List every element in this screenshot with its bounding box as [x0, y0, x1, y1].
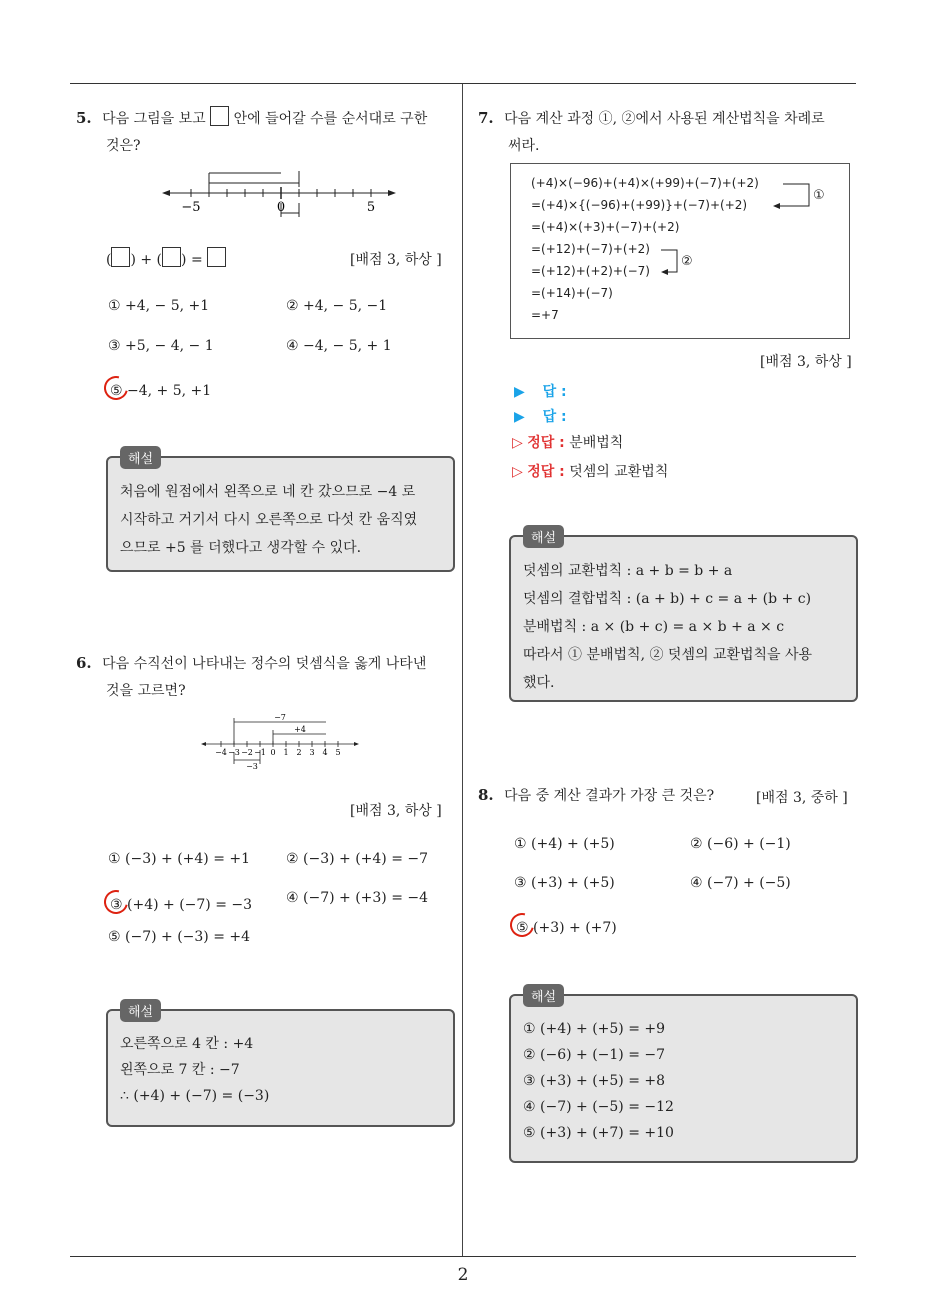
play-icon: ▶: [514, 384, 525, 400]
play-icon: ▶: [514, 409, 525, 425]
q6-option-5[interactable]: ⑤ (−7) + (−3) = +4: [108, 929, 251, 945]
q7-correct-2: 덧셈의 교환법칙: [569, 464, 669, 480]
answer-label: 답 :: [542, 409, 567, 425]
q8-option-3[interactable]: ③ (+3) + (+5): [514, 875, 615, 891]
q6-option-3[interactable]: [108, 890, 252, 914]
q8-exp-line: ③ (+3) + (+5) = +8: [523, 1073, 666, 1089]
q5-equation: ( ) + ( ) =: [106, 247, 226, 268]
q6-exp-line: 오른쪽으로 4 칸 : +4: [120, 1036, 254, 1052]
q7-score: [배점 3, 하상 ]: [760, 354, 852, 370]
bottom-rule: [70, 1256, 856, 1257]
q6-axis-label: −2: [241, 748, 253, 757]
q6-exp-line: 왼쪽으로 7 칸 : −7: [120, 1062, 240, 1078]
correct-label: 정답 :: [527, 464, 565, 480]
q8-option-5-label: ⑤ (+3) + (+7): [516, 920, 617, 936]
q6-axis-label: 2: [296, 748, 302, 757]
q7-marker-2: ②: [681, 254, 693, 269]
q6-axis-label: 0: [270, 748, 276, 757]
q7-explanation-tag: 해설: [523, 525, 564, 548]
q5-option-4[interactable]: ④ −4, − 5, + 1: [286, 338, 392, 354]
q5-exp-line: 시작하고 거기서 다시 오른쪽으로 다섯 칸 움직였: [120, 512, 418, 528]
q6-option-3-label: ③ (+4) + (−7) = −3: [110, 897, 253, 913]
q8-score: [배점 3, 중하 ]: [756, 790, 848, 806]
q7-stem: [478, 105, 858, 160]
outline-play-icon: ▷: [512, 435, 523, 451]
q5-explanation: [106, 452, 455, 572]
q8-option-1[interactable]: ① (+4) + (+5): [514, 836, 615, 852]
q6-axis-label: 4: [322, 748, 328, 757]
q7-exp-line: 따라서 ① 분배법칙, ② 덧셈의 교환법칙을 사용: [523, 647, 813, 663]
q8-number: 8.: [478, 786, 494, 804]
q5-option-5-label: ⑤ −4, + 5, +1: [110, 383, 212, 399]
q8-option-4[interactable]: ④ (−7) + (−5): [690, 875, 791, 891]
q6-label-neg7: −7: [274, 713, 286, 722]
q7-calc-line: =(+14)+(−7): [531, 286, 613, 300]
answer-mark-icon: [506, 909, 539, 942]
q8-exp-line: ⑤ (+3) + (+7) = +10: [523, 1125, 674, 1141]
q7-answer-row-2: [514, 406, 567, 426]
outline-play-icon: ▷: [512, 464, 523, 480]
q6-number: 6.: [76, 654, 92, 672]
q7-calc-line: =(+4)×{(−96)+(+99)}+(−7)+(+2): [531, 198, 748, 212]
q7-answer-row-1: [514, 381, 567, 401]
q6-text-a: 다음 수직선이 나타내는 정수의 덧셈식을 옳게 나타낸: [102, 656, 427, 672]
q8-exp-line: ① (+4) + (+5) = +9: [523, 1021, 666, 1037]
q5-text-c: 것은?: [106, 138, 141, 154]
q5-score: [배점 3, 하상 ]: [350, 252, 442, 268]
page-number: 2: [457, 1265, 469, 1285]
q5-number: 5.: [76, 109, 92, 127]
q6-score: [배점 3, 하상 ]: [350, 803, 442, 819]
q7-calc-line: =(+12)+(+2)+(−7): [531, 264, 650, 278]
q5-option-5[interactable]: [108, 376, 211, 400]
q8-exp-line: ② (−6) + (−1) = −7: [523, 1047, 666, 1063]
q7-text-a: 다음 계산 과정 ①, ②에서 사용된 계산법칙을 차례로: [504, 111, 825, 127]
q7-correct-row-1: [512, 432, 623, 452]
q5-number-line: [160, 165, 400, 225]
q8-option-2[interactable]: ② (−6) + (−1): [690, 836, 791, 852]
q8-exp-line: ④ (−7) + (−5) = −12: [523, 1099, 674, 1115]
q6-axis-label: 1: [283, 748, 289, 757]
correct-label: 정답 :: [527, 435, 565, 451]
q7-calc-line: =(+4)×(+3)+(−7)+(+2): [531, 220, 680, 234]
q6-explanation: [106, 1005, 455, 1127]
q7-calc-line: =+7: [531, 308, 559, 322]
q5-axis-label-neg5: −5: [181, 200, 201, 215]
q7-exp-line: 했다.: [523, 675, 555, 691]
q7-exp-line: 덧셈의 결합법칙 : (a + b) + c = a + (b + c): [523, 591, 812, 607]
q6-option-4[interactable]: ④ (−7) + (+3) = −4: [286, 890, 429, 906]
q6-label-plus4: +4: [294, 725, 306, 734]
top-rule: [70, 83, 856, 84]
q5-explanation-tag: 해설: [120, 446, 161, 469]
q7-exp-line: 분배법칙 : a × (b + c) = a × b + a × c: [523, 619, 785, 635]
q8-option-5[interactable]: [514, 913, 617, 937]
q6-option-2[interactable]: ② (−3) + (+4) = −7: [286, 851, 429, 867]
q5-exp-line: 으므로 +5 를 더했다고 생각할 수 있다.: [120, 540, 362, 556]
q6-axis-label: −3: [228, 748, 240, 757]
q6-stem: [76, 650, 456, 705]
q7-calc-line: =(+12)+(−7)+(+2): [531, 242, 650, 256]
q6-number-line: [200, 712, 362, 772]
q5-exp-line: 처음에 원점에서 왼쪽으로 네 칸 갔으므로 −4 로: [120, 484, 416, 500]
column-divider: [462, 84, 463, 1256]
q6-exp-line: ∴ (+4) + (−7) = (−3): [120, 1088, 270, 1104]
q8-explanation-tag: 해설: [523, 984, 564, 1007]
q6-axis-label: 3: [309, 748, 315, 757]
q5-text-b: 안에 들어갈 수를 순서대로 구한: [233, 111, 428, 127]
q7-calculation-box: [510, 163, 850, 339]
q6-text-b: 것을 고르면?: [106, 683, 186, 699]
q8-text: 다음 중 계산 결과가 가장 큰 것은?: [504, 788, 715, 804]
q7-calc-line: (+4)×(−96)+(+4)×(+99)+(−7)+(+2): [531, 176, 759, 190]
q8-explanation: [509, 990, 858, 1163]
q7-number: 7.: [478, 109, 494, 127]
q6-label-neg3: −3: [246, 762, 258, 771]
q5-axis-label-0: 0: [276, 200, 286, 215]
q6-option-1[interactable]: ① (−3) + (+4) = +1: [108, 851, 251, 867]
q7-arrows: [511, 164, 849, 338]
q5-blank-box: [210, 106, 229, 126]
answer-label: 답 :: [542, 384, 567, 400]
q5-option-3[interactable]: ③ +5, − 4, − 1: [108, 338, 214, 354]
q7-correct-1: 분배법칙: [569, 435, 624, 451]
q5-option-2[interactable]: ② +4, − 5, −1: [286, 298, 388, 314]
q7-exp-line: 덧셈의 교환법칙 : a + b = b + a: [523, 563, 733, 579]
q7-explanation: [509, 531, 858, 702]
q6-axis-label: −1: [254, 748, 266, 757]
q7-text-b: 써라.: [508, 138, 540, 154]
q6-axis-label: 5: [335, 748, 341, 757]
q8-stem: [478, 782, 778, 810]
answer-mark-icon: [100, 886, 133, 919]
answer-mark-icon: [100, 372, 133, 405]
q5-option-1[interactable]: ① +4, − 5, +1: [108, 298, 210, 314]
q5-blank-1: [111, 247, 130, 267]
q5-stem: [76, 105, 456, 160]
q6-axis-label: −4: [215, 748, 227, 757]
q6-explanation-tag: 해설: [120, 999, 161, 1022]
q5-axis-label-5: 5: [366, 200, 376, 215]
q7-marker-1: ①: [813, 188, 825, 203]
q5-blank-2: [162, 247, 181, 267]
q5-text-a: 다음 그림을 보고: [102, 111, 206, 127]
q5-blank-3: [207, 247, 226, 267]
q7-correct-row-2: [512, 461, 668, 481]
